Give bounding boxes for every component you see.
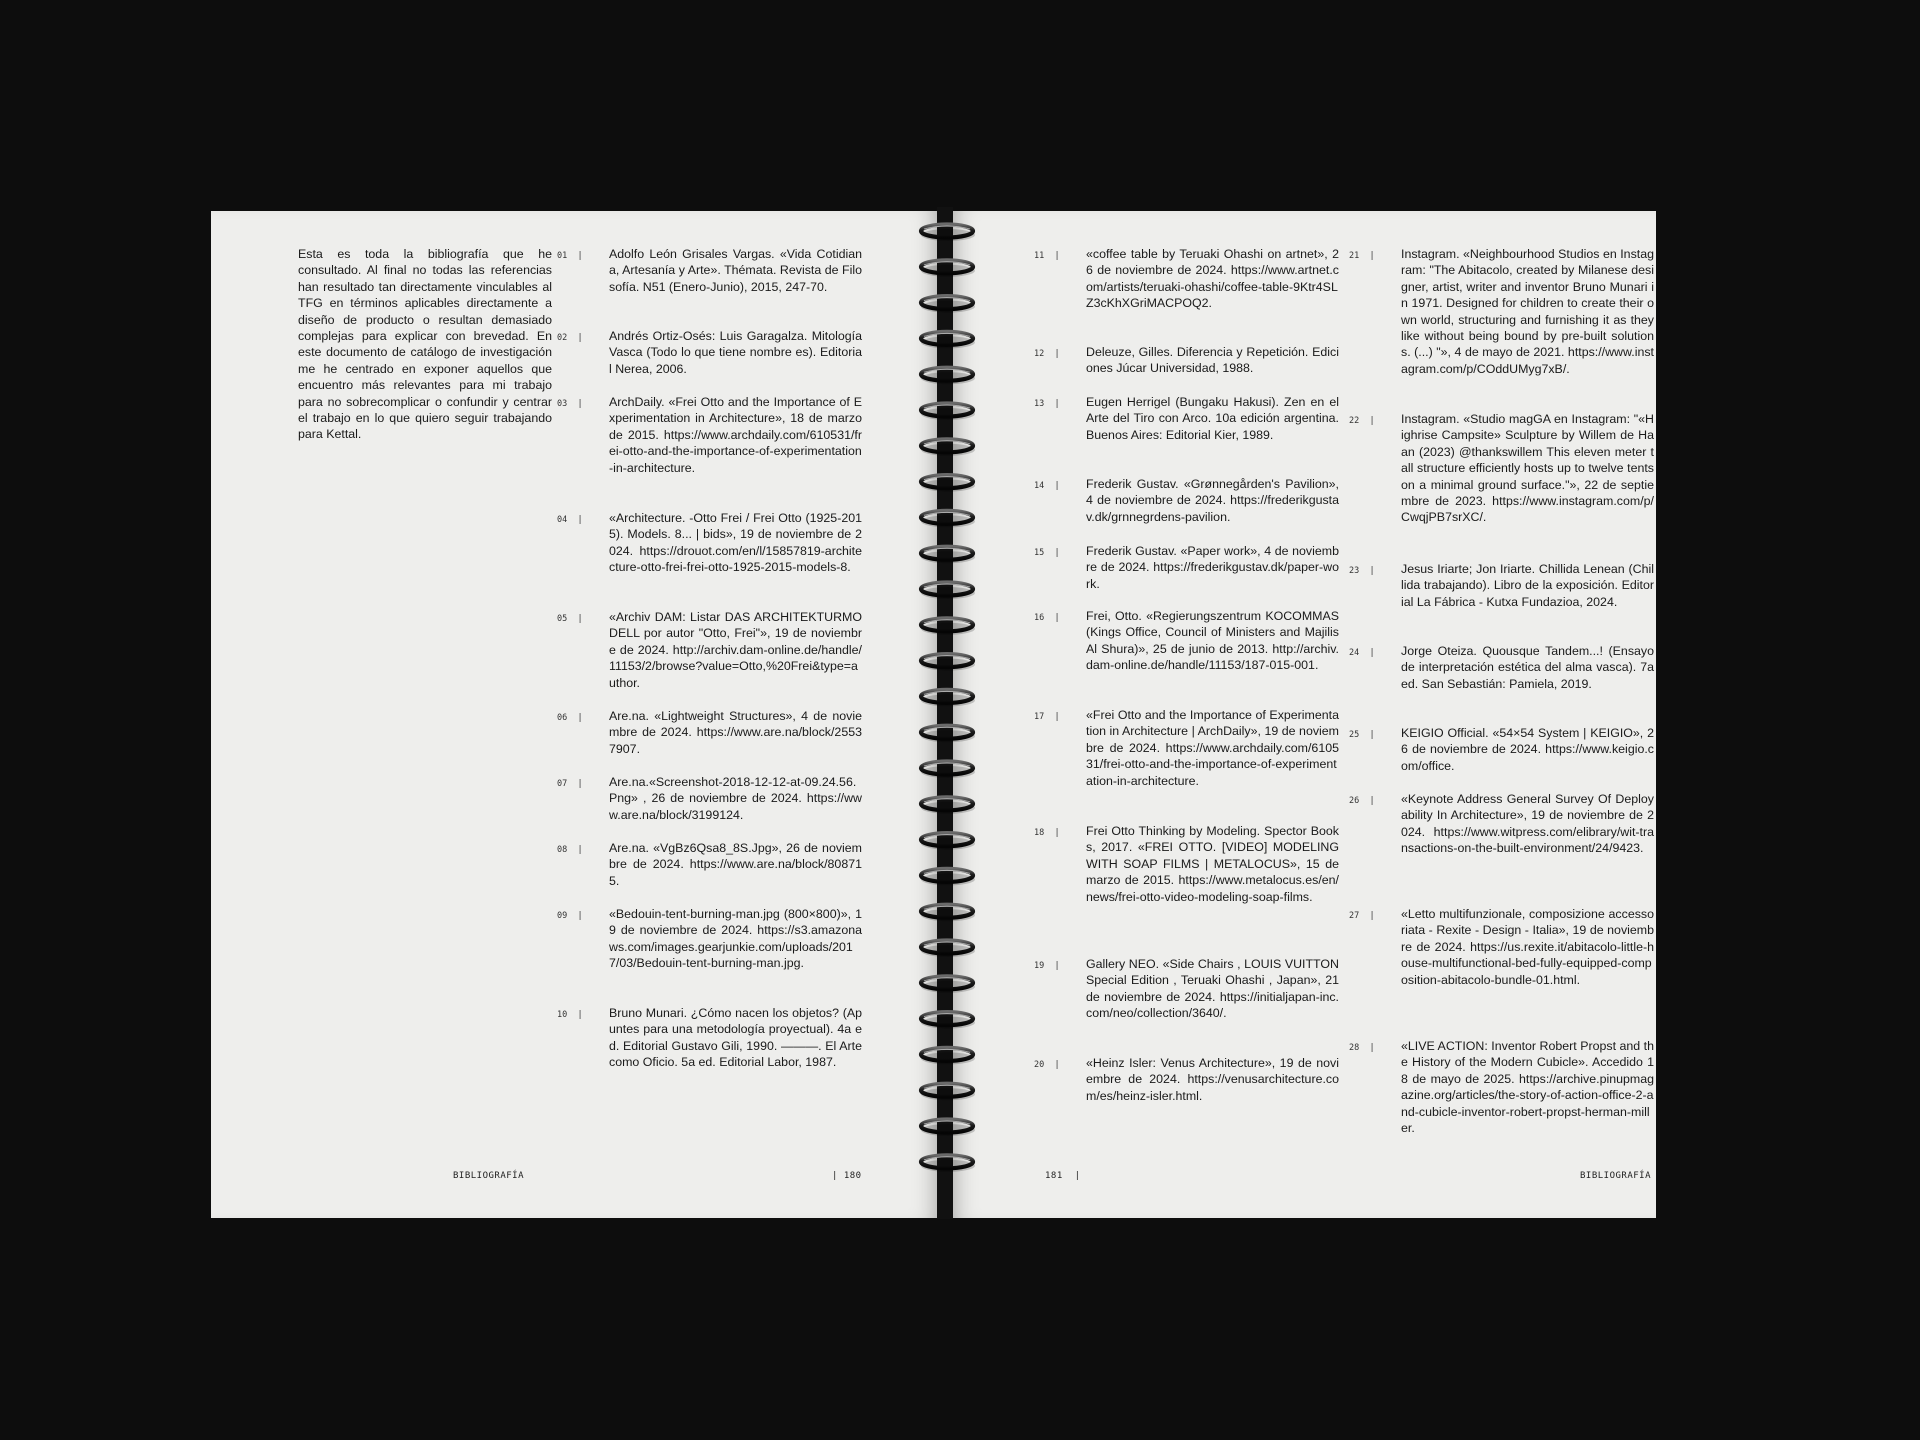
entry-number: 02 |: [557, 333, 583, 343]
spiral-binding-icon: [902, 220, 992, 1210]
entry-number: 04 |: [557, 515, 583, 525]
entry-text: Jesus Iriarte; Jon Iriarte. Chillida Lenean (Chillida trabajando). Libro de la exposición. Editorial La Fábrica - Kutxa Fundazioa, 2024.: [1401, 562, 1654, 609]
entry-number: 07 |: [557, 779, 583, 789]
entry-text: ArchDaily. «Frei Otto and the Importance of Experimentation in Architecture», 18 de marzo de 2015. https://www.archdaily.com/610531/frei-otto-and-the-importance-of-experimentation-in-architecture.: [609, 395, 862, 475]
entry-text: «LIVE ACTION: Inventor Robert Propst and the History of the Modern Cubicle». Accedido 18 de mayo de 2025. https://archive.pinupmagazine.org/articles/the-story-of-action-office-2-and-cubicle-inventor-robert-propst-herman-miller.: [1401, 1039, 1654, 1136]
entry-text: «Letto multifunzionale, composizione accessoriata - Rexite - Design - Italia», 19 de noviembre de 2024. https://us.rexite.it/abitacolo-little-house-multifunctional-bed-fully-equipped-composition-abitacolo-bundle-01.html.: [1401, 907, 1654, 987]
entry-text: «Keynote Address General Survey Of Deployability In Architecture», 19 de noviembre de 2024. https://www.witpress.com/elibrary/wit-transactions-on-the-built-environment/24/9423.: [1401, 792, 1654, 856]
entry-number: 13 |: [1034, 399, 1060, 409]
entry-number: 21 |: [1349, 251, 1375, 261]
entry-text: KEIGIO Official. «54×54 System | KEIGIO», 26 de noviembre de 2024. https://www.keigio.com/office.: [1401, 726, 1654, 773]
entry-text: Deleuze, Gilles. Diferencia y Repetición. Ediciones Júcar Universidad, 1988.: [1086, 345, 1339, 376]
entry-text: Frederik Gustav. «Paper work», 4 de noviembre de 2024. https://frederikgustav.dk/paper-work.: [1086, 544, 1339, 591]
footer-section-title: BIBLIOGRAFÍA: [1580, 1171, 1652, 1181]
entry-number: 15 |: [1034, 548, 1060, 558]
entry-number: 17 |: [1034, 712, 1060, 722]
entry-text: Are.na. «VgBz6Qsa8_8S.Jpg», 26 de noviembre de 2024. https://www.are.na/block/808715.: [609, 841, 862, 888]
footer-page-number: | 180: [832, 1171, 862, 1181]
entry-number: 11 |: [1034, 251, 1060, 261]
entry-number: 23 |: [1349, 566, 1375, 576]
entry-text: Adolfo León Grisales Vargas. «Vida Cotidiana, Artesanía y Arte». Thémata. Revista de Filosofía. N51 (Enero-Junio), 2015, 247-70.: [609, 247, 862, 294]
entry-number: 05 |: [557, 614, 583, 624]
right-page: [953, 211, 1656, 1218]
entry-number: 16 |: [1034, 613, 1060, 623]
entry-text: Are.na.«Screenshot-2018-12-12-at-09.24.56.Png» , 26 de noviembre de 2024. https://www.are.na/block/3199124.: [609, 775, 862, 822]
footer-section-title: BIBLIOGRAFÍA: [453, 1171, 525, 1181]
entry-text: Frei, Otto. «Regierungszentrum KOCOMMAS (Kings Office, Council of Ministers and Majilis Al Shura)», 25 de junio de 2013. http://archiv.dam-online.de/handle/11153/187-015-001.: [1086, 609, 1339, 673]
entry-text: «Frei Otto and the Importance of Experimentation in Architecture | ArchDaily», 19 de noviembre de 2024. https://www.archdaily.com/610531/frei-otto-and-the-importance-of-experimentation-in-architecture.: [1086, 708, 1339, 788]
entry-text: «Architecture. -Otto Frei / Frei Otto (1925-2015). Models. 8... | bids», 19 de noviembre de 2024. https://drouot.com/en/l/15857819-architecture-otto-frei-frei-otto-1925-2015-models-8.: [609, 511, 862, 575]
entry-number: 18 |: [1034, 828, 1060, 838]
entry-number: 22 |: [1349, 416, 1375, 426]
entry-number: 28 |: [1349, 1043, 1375, 1053]
entry-text: Frederik Gustav. «Grønnegården's Pavilion», 4 de noviembre de 2024. https://frederikgustav.dk/grnnegrdens-pavilion.: [1086, 477, 1339, 524]
entry-number: 06 |: [557, 713, 583, 723]
entry-text: Bruno Munari. ¿Cómo nacen los objetos? (Apuntes para una metodología proyectual). 4a ed. Editorial Gustavo Gili, 1990. ———. El Arte como Oficio. 5a ed. Editorial Labor, 1987.: [609, 1006, 862, 1070]
entry-text: «Heinz Isler: Venus Architecture», 19 de noviembre de 2024. https://venusarchitecture.com/es/heinz-isler.html.: [1086, 1056, 1339, 1103]
left-page: [211, 211, 937, 1218]
entry-number: 27 |: [1349, 911, 1375, 921]
entry-number: 25 |: [1349, 730, 1375, 740]
entry-number: 26 |: [1349, 796, 1375, 806]
entry-number: 14 |: [1034, 481, 1060, 491]
entry-text: Frei Otto Thinking by Modeling. Spector Books, 2017. «FREI OTTO. [VIDEO] MODELING WITH SOAP FILMS | METALOCUS», 15 de marzo de 2015. https://www.metalocus.es/en/news/frei-otto-video-modeling-soap-films.: [1086, 824, 1339, 904]
entry-text: Instagram. «Studio magGA en Instagram: "«Highrise Campsite» Sculpture by Willem de Haan (2023) @thankswillem This eleven meter tall structure efficiently hosts up to twelve tents on a minimal ground surface."», 22 de septiembre de 2023. https://www.instagram.com/p/CwqjPB7srXC/.: [1401, 412, 1654, 525]
entry-number: 03 |: [557, 399, 583, 409]
entry-text: «coffee table by Teruaki Ohashi on artnet», 26 de noviembre de 2024. https://www.artnet.com/artists/teruaki-ohashi/coffee-table-9Ktr4SLZ3cKhXGriMACPOQ2.: [1086, 247, 1339, 311]
entry-text: Instagram. «Neighbourhood Studios en Instagram: "The Abitacolo, created by Milanese designer, artist, writer and inventor Bruno Munari in 1971. Designed for children to create their own world, structuring and furnishing it as they like without being bound by pre-built solutions. (...) "», 4 de mayo de 2021. https://www.instagram.com/p/COddUMyg7xB/.: [1401, 247, 1654, 376]
entry-text: Andrés Ortiz-Osés: Luis Garagalza. Mitología Vasca (Todo lo que tiene nombre es). Editorial Nerea, 2006.: [609, 329, 862, 376]
entry-text: Gallery NEO. «Side Chairs , LOUIS VUITTON Special Edition , Teruaki Ohashi , Japan», 21 de noviembre de 2024. https://initialjapan-inc.com/neo/collection/3640/.: [1086, 957, 1339, 1021]
entry-number: 09 |: [557, 911, 583, 921]
entry-number: 19 |: [1034, 961, 1060, 971]
entry-number: 08 |: [557, 845, 583, 855]
entry-text: «Archiv DAM: Listar DAS ARCHITEKTURMODELL por autor "Otto, Frei"», 19 de noviembre de 2024. http://archiv.dam-online.de/handle/11153/2/browse?value=Otto,%20Frei&type=author.: [609, 610, 862, 690]
entry-text: Jorge Oteiza. Quousque Tandem...! (Ensayo de interpretación estética del alma vasca). 7a ed. San Sebastián: Pamiela, 2019.: [1401, 644, 1654, 691]
entry-number: 10 |: [557, 1010, 583, 1020]
intro-paragraph: Esta es toda la bibliografía que he consultado. Al final no todas las referencias han resultado tan directamente vinculables al TFG en términos aplicables directamente a diseño de producto o resultan demasiado complejas para explicar con brevedad. En este documento de catálogo de investigación me he centrado en exponer aquellos que encuentro más relevantes para mi trabajo para no sobrecomplicar o confundir y centrar el trabajo en lo que quiero seguir trabajando para Kettal.: [298, 247, 552, 442]
entry-number: 20 |: [1034, 1060, 1060, 1070]
footer-page-number: 181 |: [1045, 1171, 1081, 1181]
entry-number: 12 |: [1034, 349, 1060, 359]
entry-number: 24 |: [1349, 648, 1375, 658]
entry-text: «Bedouin-tent-burning-man.jpg (800×800)», 19 de noviembre de 2024. https://s3.amazonaws.com/images.gearjunkie.com/uploads/2017/03/Bedouin-tent-burning-man.jpg.: [609, 907, 862, 971]
entry-text: Are.na. «Lightweight Structures», 4 de noviembre de 2024. https://www.are.na/block/25537907.: [609, 709, 862, 756]
entry-text: Eugen Herrigel (Bungaku Hakusi). Zen en el Arte del Tiro con Arco. 10a edición argentina. Buenos Aires: Editorial Kier, 1989.: [1086, 395, 1339, 442]
entry-number: 01 |: [557, 251, 583, 261]
